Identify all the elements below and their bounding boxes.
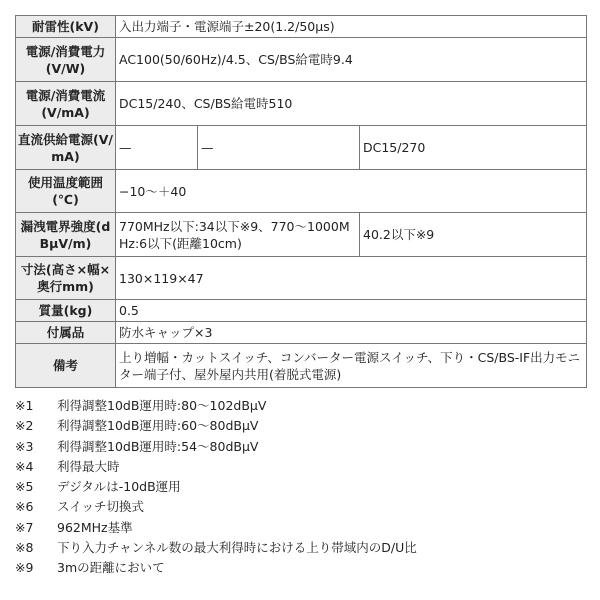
table-row [16, 344, 587, 388]
footnote-mark: ※1 [15, 398, 34, 413]
footnote-text: スイッチ切換式 [57, 499, 145, 515]
row-label-mass: 質量(kg) [16, 300, 116, 322]
row-label-dc-supply: 直流供給電源(V/mA) [16, 126, 116, 170]
table-row [16, 82, 587, 126]
footnote-mark: ※2 [15, 418, 34, 434]
footnote-mark: ※9 [15, 560, 34, 576]
row-value-current-consumption: DC15/240、CS/BS給電時510 [116, 82, 587, 126]
footnote-text: 利得調整10dB運用時:80〜102dBμV [57, 398, 267, 413]
row-label-lightning: 耐雷性(kV) [16, 16, 116, 38]
footnote [15, 477, 586, 497]
table-row [16, 170, 587, 213]
row-label-remarks: 備考 [16, 344, 116, 388]
footnote [15, 396, 586, 416]
table-row [16, 322, 587, 344]
row-value-lightning: 入出力端子・電源端子±20(1.2/50μs) [116, 16, 587, 38]
row-value-accessories: 防水キャップ×3 [116, 322, 587, 344]
footnote [15, 437, 586, 457]
table-row [16, 38, 587, 82]
footnote-text: 962MHz基準 [57, 519, 133, 535]
footnote-mark: ※6 [15, 499, 34, 515]
footnote-text: 利得調整10dB運用時:60〜80dBμV [57, 418, 259, 434]
footnote-mark: ※7 [15, 519, 34, 535]
footnote-text: 利得調整10dB運用時:54〜80dBμV [57, 438, 259, 454]
row-value-leakage-field-1: 770MHz以下:34以下※9、770〜1000MHz:6以下(距離10cm) [116, 213, 360, 257]
footnote-text: 利得最大時 [57, 458, 120, 474]
footnote [15, 518, 586, 538]
footnote-text: デジタルは-10dB運用 [57, 479, 181, 495]
row-value-dimensions: 130×119×47 [116, 257, 587, 300]
table-row [16, 213, 587, 257]
footnote-text: 3mの距離において [57, 560, 165, 576]
row-value-remarks: 上り増幅・カットスイッチ、コンバーター電源スイッチ、下り・CS/BS-IF出力モニター端子付、屋外屋内共用(着脱式電源) [116, 344, 587, 388]
row-value-mass: 0.5 [116, 300, 587, 322]
footnotes [15, 396, 586, 579]
table-row [16, 126, 587, 170]
row-value-dc-supply-1: — [116, 126, 198, 170]
footnote-mark: ※8 [15, 540, 34, 556]
footnote-mark: ※5 [15, 479, 34, 495]
row-value-power-consumption: AC100(50/60Hz)/4.5、CS/BS給電時9.4 [116, 38, 587, 82]
row-value-temperature: −10〜＋40 [116, 170, 587, 213]
table-row [16, 300, 587, 322]
footnote [15, 558, 586, 578]
row-label-leakage-field: 漏洩電界強度(dBμV/m) [16, 213, 116, 257]
row-label-accessories: 付属品 [16, 322, 116, 344]
footnote [15, 457, 586, 477]
spec-table [15, 15, 587, 388]
table-row [16, 16, 587, 38]
row-label-temperature: 使用温度範囲(℃) [16, 170, 116, 213]
row-label-current-consumption: 電源/消費電流(V/mA) [16, 82, 116, 126]
table-row [16, 257, 587, 300]
footnote-mark: ※3 [15, 438, 34, 454]
row-value-dc-supply-2: — [198, 126, 360, 170]
footnote-mark: ※4 [15, 458, 34, 474]
row-value-dc-supply-3: DC15/270 [360, 126, 587, 170]
footnote [15, 416, 586, 436]
row-label-dimensions: 寸法(高さ×幅×奥行mm) [16, 257, 116, 300]
footnote [15, 538, 586, 558]
row-label-power-consumption: 電源/消費電力(V/W) [16, 38, 116, 82]
footnote-text: 下り入力チャンネル数の最大利得時における上り帯域内のD/U比 [57, 540, 417, 556]
footnote [15, 497, 586, 517]
row-value-leakage-field-2: 40.2以下※9 [360, 213, 587, 257]
